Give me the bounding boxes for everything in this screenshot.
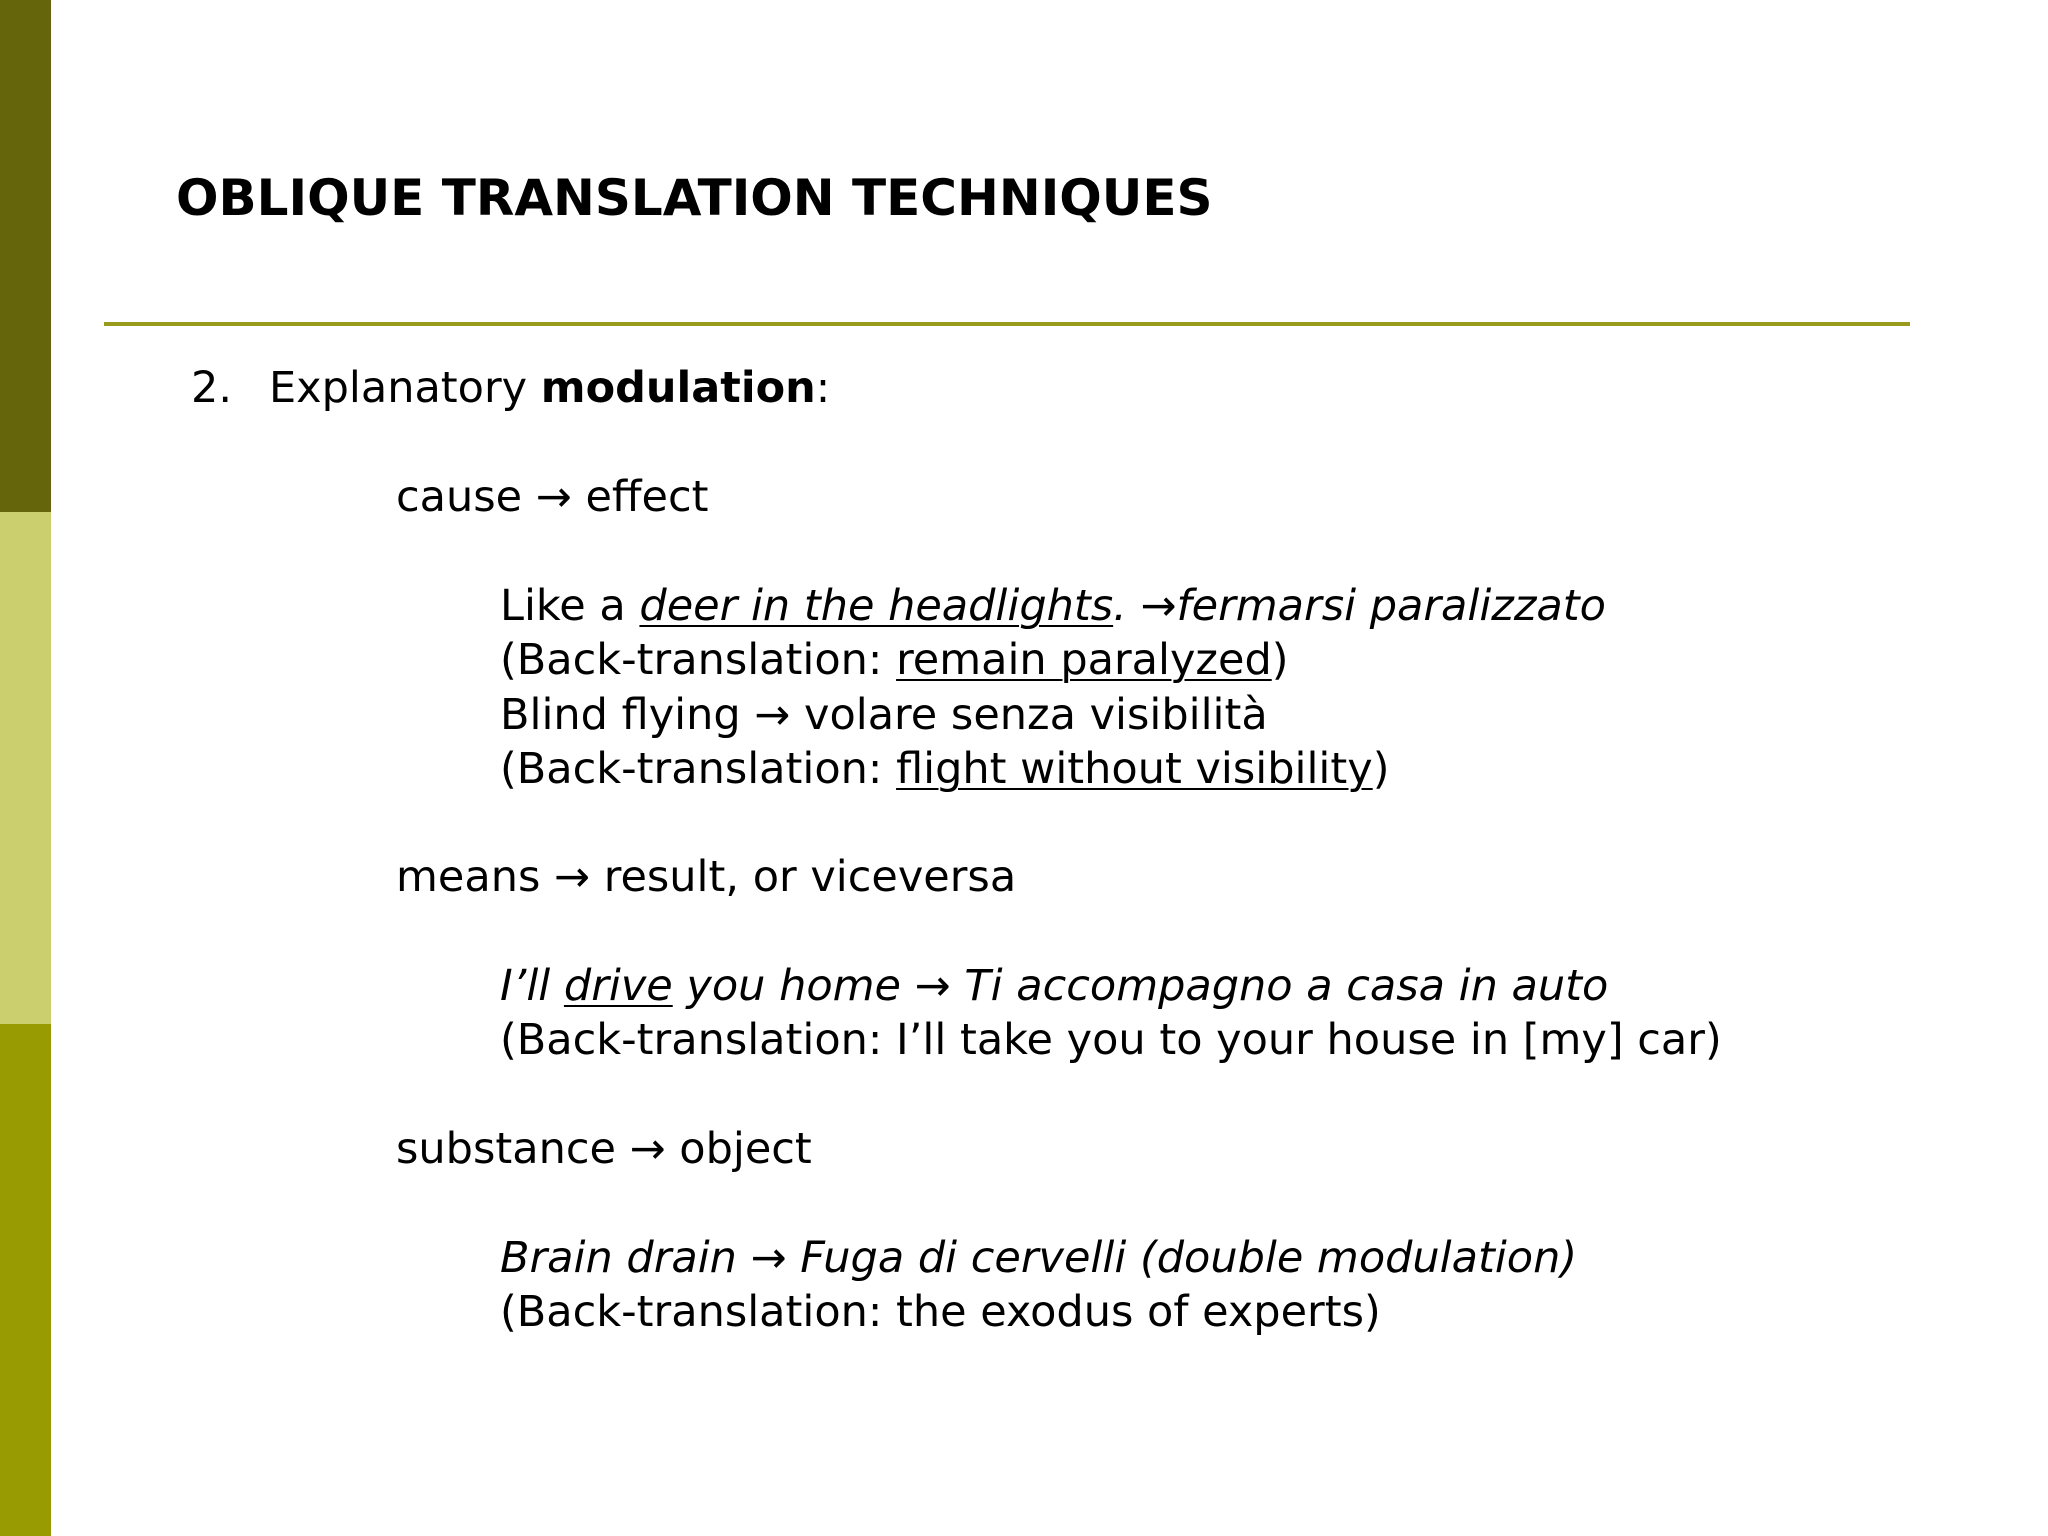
example-italic-start: I’ll xyxy=(500,961,564,1011)
decorative-bar-bottom xyxy=(0,1024,51,1536)
back-translation-prefix: (Back-translation: xyxy=(500,744,897,794)
back-translation-underlined: flight without visibility xyxy=(896,744,1373,794)
back-translation-flight xyxy=(500,743,1389,795)
item-label-plain: Explanatory xyxy=(269,363,541,413)
back-translation-exodus: (Back-translation: the exodus of experts) xyxy=(500,1287,1381,1337)
decorative-bar-top xyxy=(0,0,51,512)
example-brain-drain: Brain drain → Fuga di cervelli (double modulation) xyxy=(500,1233,1578,1283)
example-italic-end: you home → Ti accompagno a casa in auto xyxy=(672,961,1609,1011)
item-label-bold: modulation xyxy=(540,363,816,413)
example-prefix: Like a xyxy=(500,581,640,631)
example-drive-home xyxy=(500,960,1608,1012)
section-heading-cause-effect: cause → effect xyxy=(396,472,709,522)
back-translation-suffix: ) xyxy=(1372,744,1390,794)
back-translation-underlined: remain paralyzed xyxy=(896,635,1272,685)
section-heading-substance-object: substance → object xyxy=(396,1124,812,1174)
example-translation: . →fermarsi paralizzato xyxy=(1113,581,1606,631)
list-item-number: 2. xyxy=(191,363,233,413)
example-underlined-word: drive xyxy=(563,961,673,1011)
decorative-bar-middle xyxy=(0,512,51,1024)
back-translation-car: (Back-translation: I’ll take you to your house in [my] car) xyxy=(500,1015,1722,1065)
section-heading-means-result: means → result, or viceversa xyxy=(396,852,1017,902)
back-translation-suffix: ) xyxy=(1271,635,1289,685)
example-blind-flying: Blind flying → volare senza visibilità xyxy=(500,690,1268,740)
example-idiom: deer in the headlights xyxy=(639,581,1114,631)
back-translation-prefix: (Back-translation: xyxy=(500,635,897,685)
back-translation-remain-paralyzed xyxy=(500,634,1289,686)
list-item-heading xyxy=(269,362,830,414)
title-divider xyxy=(104,322,1910,326)
slide-title: OBLIQUE TRANSLATION TECHNIQUES xyxy=(176,169,1213,227)
item-label-suffix: : xyxy=(815,363,831,413)
example-deer-headlights xyxy=(500,580,1606,632)
